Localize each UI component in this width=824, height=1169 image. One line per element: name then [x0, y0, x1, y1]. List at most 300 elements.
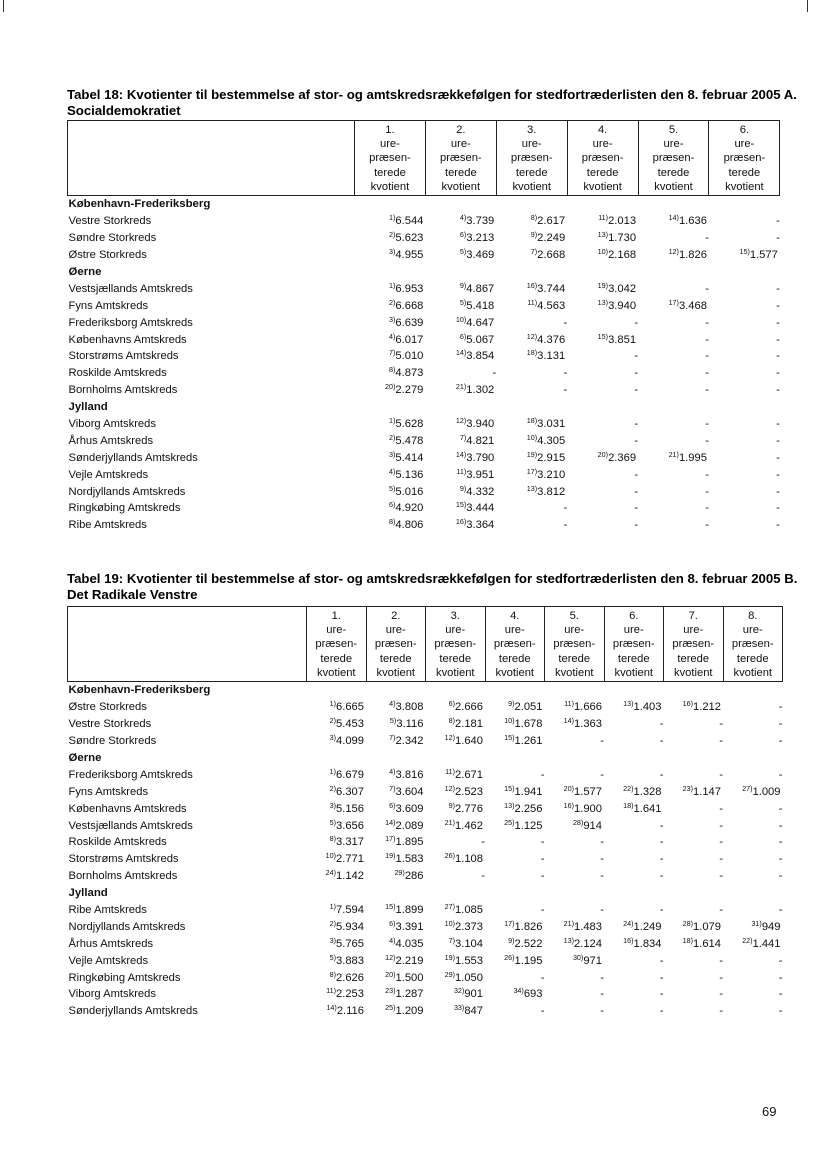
- quotient-value: -: [634, 384, 639, 397]
- rank-marker: 15): [504, 783, 515, 793]
- rank-marker: 18): [623, 800, 634, 810]
- quotient-cell: [567, 517, 638, 534]
- quotient-cell: [366, 817, 426, 834]
- rank-marker: 6): [448, 699, 455, 709]
- quotient-value: -: [719, 802, 723, 815]
- table-row: [68, 868, 783, 885]
- row-label: Vestre Storkreds: [68, 215, 152, 228]
- rank-marker: 5): [459, 297, 467, 307]
- quotient-value: -: [719, 870, 723, 883]
- quotient-value: 1.302: [466, 384, 495, 397]
- rank-marker: 7): [459, 432, 467, 442]
- quotient-cell: [425, 449, 496, 466]
- quotient-cell: [496, 230, 567, 247]
- quotient-value: 4.873: [395, 367, 424, 380]
- table-row: [68, 314, 780, 331]
- rank-marker: 13): [563, 935, 574, 945]
- quotient-value: 1.483: [574, 920, 602, 933]
- quotient-cell: [366, 783, 426, 800]
- quotient-value: -: [776, 384, 780, 397]
- row-label: Roskilde Amtskreds: [68, 836, 167, 849]
- table-row: [68, 918, 783, 935]
- column-header-l2: præsen-: [315, 638, 358, 651]
- quotient-cell: [723, 868, 783, 885]
- quotient-cell: [709, 297, 780, 314]
- quotient-cell: [366, 716, 426, 733]
- column-header-num: 8.: [748, 610, 758, 622]
- quotient-value: -: [659, 819, 664, 832]
- column-header-l1: ure-: [683, 624, 704, 637]
- rank-marker: 24): [325, 868, 336, 878]
- rank-marker: 7): [389, 783, 396, 793]
- rank-marker: 13): [504, 800, 515, 810]
- quotient-value: -: [719, 1005, 723, 1018]
- table-row: [68, 834, 783, 851]
- quotient-value: -: [705, 434, 709, 447]
- quotient-cell: [426, 868, 486, 885]
- quotient-value: 1.666: [574, 701, 602, 714]
- quotient-cell: [426, 716, 486, 733]
- column-header-l4: kvotient: [441, 180, 481, 193]
- quotient-value: 5.934: [336, 920, 364, 933]
- quotient-cell: [307, 733, 367, 750]
- rank-marker: 28): [572, 817, 584, 827]
- quotient-value: 1.730: [608, 232, 637, 245]
- quotient-cell: [485, 800, 545, 817]
- quotient-cell: [355, 416, 426, 433]
- row-label: Roskilde Amtskreds: [68, 367, 167, 380]
- quotient-cell: [567, 247, 638, 264]
- column-header: [355, 121, 426, 196]
- quotient-value: -: [600, 988, 604, 1001]
- quotient-cell: [709, 365, 780, 382]
- quotient-cell: [426, 918, 486, 935]
- quotient-cell: [638, 365, 709, 382]
- quotient-value: -: [634, 367, 639, 380]
- quotient-cell: [604, 918, 664, 935]
- quotient-value: -: [776, 333, 780, 346]
- quotient-value: 4.376: [537, 333, 566, 346]
- quotient-cell: [425, 297, 496, 314]
- quotient-cell: [604, 817, 664, 834]
- quotient-cell: [355, 331, 426, 348]
- column-header-num: 2.: [391, 610, 401, 622]
- table-row: [68, 986, 783, 1003]
- rank-marker: 21): [455, 382, 467, 392]
- quotient-value: 5.623: [395, 232, 424, 245]
- table-row: [68, 935, 783, 952]
- quotient-value: 3.951: [466, 468, 495, 481]
- quotient-value: 6.679: [336, 768, 364, 781]
- rank-marker: 8): [329, 969, 336, 979]
- row-label: Vestre Storkreds: [68, 718, 152, 731]
- rank-marker: 8): [388, 517, 396, 527]
- rank-marker: 10): [444, 918, 455, 928]
- quotient-cell: [307, 800, 367, 817]
- quotient-cell: [496, 247, 567, 264]
- quotient-value: -: [778, 1005, 783, 1018]
- quotient-cell: [545, 868, 605, 885]
- rank-marker: 12): [455, 416, 467, 426]
- quotient-value: 1.287: [395, 988, 424, 1001]
- quotient-cell: [723, 783, 783, 800]
- rank-marker: 27): [742, 783, 753, 793]
- rank-marker: 5): [329, 817, 336, 827]
- rank-marker: 16): [526, 280, 538, 290]
- quotient-value: 2.013: [608, 215, 637, 228]
- quotient-value: 5.010: [395, 350, 424, 363]
- quotient-cell: [426, 986, 486, 1003]
- quotient-value: -: [719, 971, 723, 984]
- quotient-cell: [485, 935, 545, 952]
- quotient-cell: [485, 733, 545, 750]
- quotient-cell: [355, 432, 426, 449]
- quotient-value: -: [776, 418, 780, 431]
- column-header-l1: ure-: [623, 624, 644, 637]
- table-row: [68, 699, 783, 716]
- column-header-l3: terede: [439, 652, 472, 665]
- table-19-header-blank: [68, 607, 307, 682]
- column-header-num: 6.: [739, 124, 750, 136]
- quotient-cell: [604, 716, 664, 733]
- column-header-num: 3.: [527, 124, 537, 136]
- quotient-cell: [638, 517, 709, 534]
- table-row: [68, 382, 780, 399]
- quotient-value: 1.009: [752, 785, 781, 798]
- quotient-cell: [355, 280, 426, 297]
- column-header-l1: ure-: [734, 138, 755, 151]
- quotient-cell: [709, 213, 780, 230]
- quotient-value: -: [659, 718, 664, 731]
- table-row: [68, 817, 783, 834]
- quotient-cell: [709, 517, 780, 534]
- quotient-value: 2.124: [574, 937, 602, 950]
- table-19-title-line1: Tabel 19: Kvotienter til bestemmelse af stor- og amtskredsrækkefølgen for stedfortræderlisten den 8. februar 2005 B.: [67, 571, 798, 586]
- quotient-value: 1.500: [395, 971, 424, 984]
- rank-marker: 2): [388, 297, 396, 307]
- quotient-value: 3.131: [537, 350, 566, 363]
- column-header-num: 7.: [688, 610, 698, 622]
- column-header-l3: terede: [379, 652, 412, 665]
- quotient-value: 5.418: [466, 299, 495, 312]
- quotient-cell: [496, 483, 567, 500]
- quotient-value: 2.626: [336, 971, 364, 984]
- quotient-value: 1.363: [574, 718, 602, 731]
- quotient-cell: [638, 213, 709, 230]
- column-header-l2: præsen-: [672, 638, 715, 651]
- quotient-cell: [723, 834, 783, 851]
- quotient-value: 4.920: [395, 502, 424, 515]
- quotient-value: 5.765: [336, 937, 364, 950]
- quotient-cell: [604, 935, 664, 952]
- rank-marker: 13): [623, 699, 634, 709]
- column-header-l3: terede: [374, 166, 406, 179]
- rank-marker: 4): [388, 331, 396, 341]
- column-header-l2: præsen-: [374, 638, 417, 651]
- row-label: Storstrøms Amtskreds: [68, 853, 179, 866]
- row-label: Viborg Amtskreds: [68, 418, 156, 431]
- rank-marker: 1): [329, 902, 336, 912]
- quotient-value: -: [659, 971, 664, 984]
- quotient-value: -: [563, 384, 568, 397]
- region-row: [68, 682, 783, 699]
- rank-marker: 2): [329, 716, 336, 726]
- quotient-cell: [545, 952, 605, 969]
- quotient-cell: [425, 517, 496, 534]
- quotient-value: 2.279: [395, 384, 424, 397]
- row-label: Københavns Amtskreds: [68, 802, 187, 815]
- region-row: [68, 885, 783, 902]
- quotient-cell: [425, 500, 496, 517]
- quotient-value: 3.210: [537, 468, 566, 481]
- quotient-cell: [355, 348, 426, 365]
- quotient-value: 1.995: [678, 451, 707, 464]
- rank-marker: 26): [444, 851, 455, 861]
- quotient-cell: [307, 834, 367, 851]
- quotient-cell: [426, 969, 486, 986]
- quotient-cell: [709, 466, 780, 483]
- quotient-cell: [567, 331, 638, 348]
- column-header: [545, 607, 605, 682]
- quotient-value: -: [778, 768, 783, 781]
- quotient-cell: [545, 766, 605, 783]
- quotient-cell: [638, 247, 709, 264]
- quotient-value: -: [776, 451, 780, 464]
- table-18-header-blank: [68, 121, 355, 196]
- quotient-cell: [638, 297, 709, 314]
- quotient-value: 6.953: [395, 282, 424, 295]
- column-header-l2: præsen-: [723, 152, 766, 165]
- quotient-cell: [723, 851, 783, 868]
- quotient-value: -: [776, 350, 780, 363]
- rank-marker: 2): [388, 230, 396, 240]
- quotient-value: -: [776, 519, 780, 532]
- quotient-value: 1.441: [752, 937, 781, 950]
- rank-marker: 2): [329, 783, 336, 793]
- quotient-value: 2.666: [455, 701, 483, 714]
- rank-marker: 1): [329, 699, 336, 709]
- quotient-value: 1.195: [514, 954, 543, 967]
- quotient-cell: [366, 800, 426, 817]
- column-header-l4: kvotient: [725, 180, 764, 193]
- quotient-cell: [664, 986, 724, 1003]
- row-label: Århus Amtskreds: [68, 937, 154, 950]
- quotient-value: 3.213: [466, 232, 495, 245]
- rank-marker: 11): [598, 213, 609, 223]
- quotient-value: -: [705, 418, 709, 431]
- quotient-cell: [545, 733, 605, 750]
- row-label: Søndre Storkreds: [68, 735, 157, 748]
- quotient-cell: [426, 902, 486, 919]
- quotient-value: 1.895: [395, 836, 424, 849]
- quotient-value: 2.668: [537, 249, 566, 262]
- quotient-cell: [723, 969, 783, 986]
- quotient-cell: [307, 868, 367, 885]
- column-header-l4: kvotient: [495, 666, 535, 679]
- quotient-cell: [425, 331, 496, 348]
- quotient-value: 1.147: [693, 785, 721, 798]
- quotient-cell: [709, 500, 780, 517]
- quotient-value: -: [778, 701, 783, 714]
- quotient-cell: [545, 783, 605, 800]
- quotient-value: 1.079: [693, 920, 721, 933]
- quotient-value: -: [776, 468, 780, 481]
- rank-marker: 29): [444, 969, 455, 979]
- quotient-cell: [664, 817, 724, 834]
- quotient-value: -: [659, 870, 664, 883]
- quotient-cell: [664, 969, 724, 986]
- rank-marker: 25): [504, 817, 515, 827]
- quotient-value: -: [705, 333, 709, 346]
- quotient-value: 2.051: [514, 701, 543, 714]
- quotient-value: 2.342: [395, 735, 424, 748]
- quotient-cell: [355, 230, 426, 247]
- row-label: Ribe Amtskreds: [68, 904, 147, 917]
- table-row: [68, 766, 783, 783]
- quotient-cell: [307, 817, 367, 834]
- column-header-l4: kvotient: [614, 666, 654, 679]
- rank-marker: 10): [526, 432, 538, 442]
- rank-marker: 10): [504, 716, 515, 726]
- quotient-cell: [485, 851, 545, 868]
- quotient-value: -: [492, 367, 497, 380]
- quotient-value: 2.373: [455, 920, 483, 933]
- quotient-value: -: [719, 853, 723, 866]
- quotient-value: 2.369: [608, 451, 637, 464]
- rank-marker: 15): [597, 331, 609, 341]
- quotient-value: 914: [583, 819, 602, 832]
- quotient-cell: [664, 935, 724, 952]
- quotient-value: 4.821: [466, 434, 495, 447]
- quotient-value: -: [778, 836, 783, 849]
- row-label: Århus Amtskreds: [68, 434, 154, 447]
- quotient-cell: [307, 766, 367, 783]
- rank-marker: 20): [597, 449, 609, 459]
- table-row: [68, 331, 780, 348]
- quotient-cell: [709, 314, 780, 331]
- rank-marker: 15): [739, 247, 750, 257]
- rank-marker: 12): [526, 331, 538, 341]
- quotient-cell: [545, 1003, 605, 1020]
- quotient-value: 693: [523, 988, 543, 1001]
- column-header-l4: kvotient: [316, 666, 356, 679]
- quotient-value: 1.261: [514, 735, 543, 748]
- quotient-value: -: [659, 988, 664, 1001]
- row-label: Ringkøbing Amtskreds: [68, 502, 181, 515]
- quotient-value: -: [659, 735, 664, 748]
- quotient-value: 5.067: [466, 333, 495, 346]
- quotient-value: 1.614: [693, 937, 721, 950]
- quotient-cell: [567, 230, 638, 247]
- quotient-cell: [425, 483, 496, 500]
- quotient-cell: [638, 280, 709, 297]
- quotient-cell: [709, 382, 780, 399]
- quotient-cell: [496, 348, 567, 365]
- rank-marker: 17): [668, 297, 679, 307]
- quotient-cell: [355, 466, 426, 483]
- quotient-cell: [723, 699, 783, 716]
- rank-marker: 33): [453, 1003, 465, 1013]
- quotient-value: -: [659, 836, 664, 849]
- table-row: [68, 733, 783, 750]
- row-label: Viborg Amtskreds: [68, 988, 156, 1001]
- rank-marker: 12): [385, 952, 396, 962]
- quotient-value: 2.771: [336, 853, 364, 866]
- quotient-cell: [355, 314, 426, 331]
- rank-marker: 11): [456, 466, 467, 476]
- quotient-value: 901: [464, 988, 483, 1001]
- region-label: Jylland: [68, 401, 108, 414]
- quotient-value: -: [778, 971, 783, 984]
- quotient-value: 2.915: [537, 451, 566, 464]
- quotient-value: -: [659, 1005, 664, 1018]
- rank-marker: 22): [742, 935, 753, 945]
- row-label: Vejle Amtskreds: [68, 954, 149, 967]
- quotient-cell: [366, 851, 426, 868]
- quotient-value: -: [540, 904, 545, 917]
- quotient-cell: [426, 783, 486, 800]
- rank-marker: 16): [682, 699, 693, 709]
- quotient-cell: [638, 382, 709, 399]
- quotient-value: -: [776, 299, 780, 312]
- quotient-value: -: [778, 870, 783, 883]
- quotient-value: -: [705, 384, 709, 397]
- quotient-value: 3.468: [678, 299, 707, 312]
- quotient-value: 2.116: [336, 1005, 364, 1018]
- quotient-value: 2.522: [514, 937, 543, 950]
- quotient-value: 1.678: [514, 718, 543, 731]
- row-label: Vestsjællands Amtskreds: [68, 819, 193, 832]
- rank-marker: 3): [329, 935, 336, 945]
- column-header-l4: kvotient: [654, 180, 693, 193]
- rank-marker: 9): [459, 483, 467, 493]
- rank-marker: 9): [530, 230, 538, 240]
- column-header-l3: terede: [444, 166, 477, 179]
- column-header-l3: terede: [728, 166, 761, 179]
- row-label: Fyns Amtskreds: [68, 299, 149, 312]
- quotient-cell: [496, 280, 567, 297]
- row-label: Søndre Storkreds: [68, 232, 157, 245]
- rank-marker: 1): [388, 213, 396, 223]
- quotient-cell: [604, 699, 664, 716]
- quotient-value: 1.462: [455, 819, 483, 832]
- quotient-cell: [366, 902, 426, 919]
- table-18-title-line1: Tabel 18: Kvotienter til bestemmelse af stor- og amtskredsrækkefølgen for stedfortræderlisten den 8. februar 2005 A.: [67, 87, 797, 102]
- row-label: Sønderjyllands Amtskreds: [68, 1005, 198, 1018]
- region-label: København-Frederiksberg: [68, 198, 211, 211]
- quotient-cell: [485, 699, 545, 716]
- quotient-value: -: [600, 870, 604, 883]
- quotient-value: -: [719, 904, 723, 917]
- rank-marker: 19): [385, 851, 396, 861]
- rank-marker: 4): [459, 213, 467, 223]
- rank-marker: 8): [530, 213, 538, 223]
- rank-marker: 7): [530, 247, 538, 257]
- quotient-cell: [307, 716, 367, 733]
- quotient-value: -: [563, 502, 568, 515]
- quotient-cell: [496, 416, 567, 433]
- rank-marker: 17): [526, 466, 538, 476]
- table-row: [68, 466, 780, 483]
- quotient-cell: [355, 517, 426, 534]
- quotient-value: 3.031: [537, 418, 566, 431]
- quotient-cell: [485, 868, 545, 885]
- quotient-cell: [366, 918, 426, 935]
- rank-marker: 3): [388, 314, 396, 324]
- table-row: [68, 500, 780, 517]
- quotient-cell: [638, 466, 709, 483]
- rank-marker: 12): [444, 783, 455, 793]
